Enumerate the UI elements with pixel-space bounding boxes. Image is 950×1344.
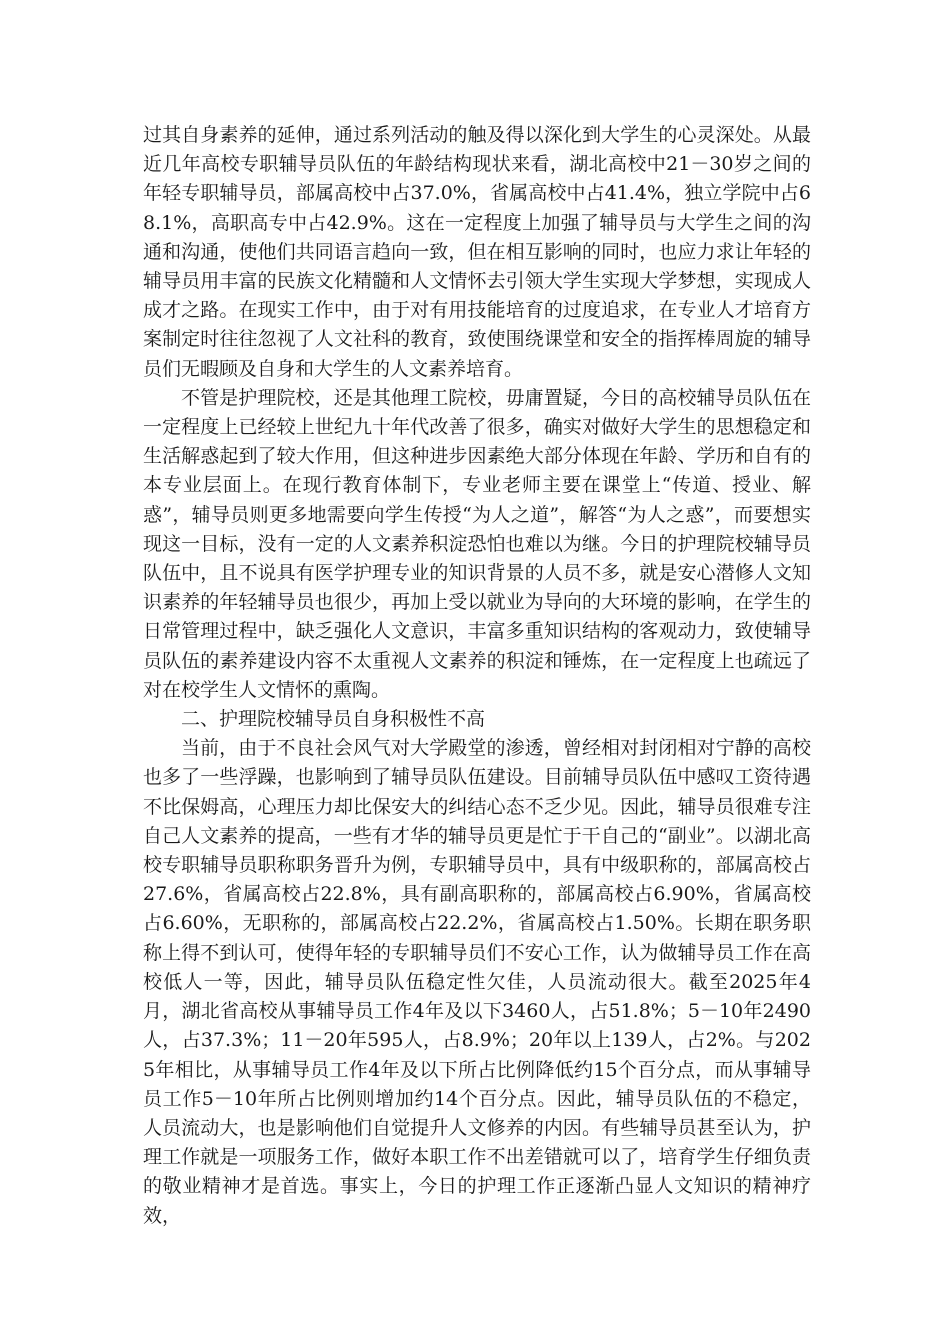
- paragraph: 不管是护理院校，还是其他理工院校，毋庸置疑，今日的高校辅导员队伍在一定程度上已经较上世纪九十年代改善了很多，确实对做好大学生的思想稳定和生活解惑起到了较大作用，但这种进步因素绝大部分体现在年龄、学历和自有的本专业层面上。在现行教育体制下，专业老师主要在课堂上“传道、授业、解惑”，辅导员则更多地需要向学生传授“为人之道”，解答“为人之惑”，而要想实现这一目标，没有一定的人文素养积淀恐怕也难以为继。今日的护理院校辅导员队伍中，且不说具有医学护理专业的知识背景的人员不多，就是安心潜修人文知识素养的年轻辅导员也很少，再加上受以就业为导向的大环境的影响，在学生的日常管理过程中，缺乏强化人文意识，丰富多重知识结构的客观动力，致使辅导员队伍的素养建设内容不太重视人文素养的积淀和锤炼，在一定程度上也疏远了对在校学生人文情怀的熏陶。: [143, 386, 811, 701]
- section-heading: 二、护理院校辅导员自身积极性不高: [181, 708, 486, 731]
- body-text: [143, 121, 811, 1231]
- paragraph-continuation: 过其自身素养的延伸，通过系列活动的触及得以深化到大学生的心灵深处。从最近几年高校专职辅导员队伍的年龄结构现状来看，湖北高校中21－30岁之间的年轻专职辅导员，部属高校中占37.0%，省属高校中占41.4%，独立学院中占68.1%，高职高专中占42.9%。这在一定程度上加强了辅导员与大学生之间的沟通和沟通，使他们共同语言趋向一致，但在相互影响的同时，也应力求让年轻的辅导员用丰富的民族文化精髓和人文情怀去引领大学生实现大学梦想，实现成人成才之路。在现实工作中，由于对有用技能培育的过度追求，在专业人才培育方案制定时往往忽视了人文社科的教育，致使围绕课堂和安全的指挥棒周旋的辅导员们无暇顾及自身和大学生的人文素养培育。: [143, 124, 811, 380]
- paragraph: 当前，由于不良社会风气对大学殿堂的渗透，曾经相对封闭相对宁静的高校也多了一些浮躁，也影响到了辅导员队伍建设。目前辅导员队伍中感叹工资待遇不比保姆高，心理压力却比保安大的纠结心态不乏少见。因此，辅导员很难专注自己人文素养的提高，一些有才华的辅导员更是忙于干自己的“副业”。以湖北高校专职辅导员职称职务晋升为例，专职辅导员中，具有中级职称的，部属高校占27.6%，省属高校占22.8%，具有副高职称的，部属高校占6.90%，省属高校占6.60%，无职称的，部属高校占22.2%，省属高校占1.50%。长期在职务职称上得不到认可，使得年轻的专职辅导员们不安心工作，认为做辅导员工作在高校低人一等，因此，辅导员队伍稳定性欠佳，人员流动很大。截至2025年4月，湖北省高校从事辅导员工作4年及以下3460人，占51.8%；5－10年2490人，占37.3%；11－20年595人，占8.9%；20年以上139人，占2%。与2025年相比，从事辅导员工作4年及以下所占比例降低约15个百分点，而从事辅导员工作5－10年所占比例则增加约14个百分点。因此，辅导员队伍的不稳定，人员流动大，也是影响他们自觉提升人文修养的内因。有些辅导员甚至认为，护理工作就是一项服务工作，做好本职工作不出差错就可以了，培育学生仔细负责的敬业精神才是首选。事实上，今日的护理工作正逐渐凸显人文知识的精神疗效，: [143, 737, 811, 1227]
